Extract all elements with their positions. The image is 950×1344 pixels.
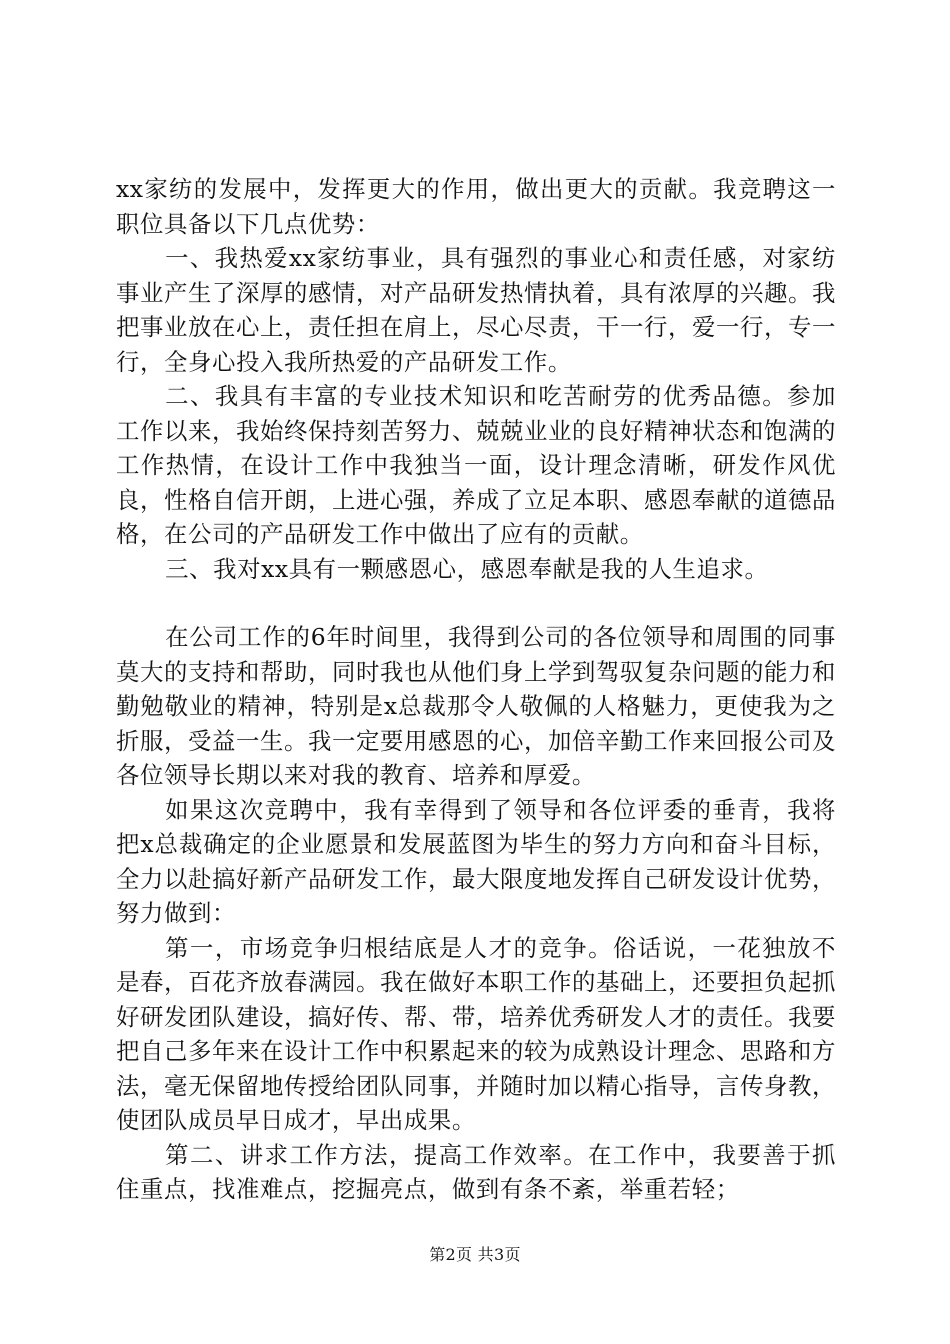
- paragraph-spacer: [116, 586, 836, 620]
- document-body: [116, 172, 836, 1207]
- paragraph-advantage-three: 三、我对xx具有一颗感恩心，感恩奉献是我的人生追求。: [165, 554, 769, 583]
- paragraph-gratitude: 在公司工作的6年时间里，我得到公司的各位领导和周围的同事莫大的支持和帮助，同时我也从他们身上学到驾驭复杂问题的能力和勤勉敬业的精神，特别是x总裁那令人敬佩的人格魅力，更使我为之折服，受益一生。我一定要用感恩的心，加倍辛勤工作来回报公司及各位领导长期以来对我的教育、培养和厚爱。: [116, 623, 836, 789]
- paragraph-first-point: 第一，市场竞争归根结底是人才的竞争。俗话说，一花独放不是春，百花齐放春满园。我在做好本职工作的基础上，还要担负起抓好研发团队建设，搞好传、帮、带，培养优秀研发人才的责任。我要把自己多年来在设计工作中积累起来的较为成熟设计理念、思路和方法，毫无保留地传授给团队同事，并随时加以精心指导，言传身教，使团队成员早日成才，早出成果。: [116, 933, 836, 1134]
- paragraph-second-point: 第二、讲求工作方法，提高工作效率。在工作中，我要善于抓住重点，找准难点，挖掘亮点，做到有条不紊，举重若轻；: [116, 1140, 836, 1203]
- paragraph-intro: xx家纺的发展中，发挥更大的作用，做出更大的贡献。我竞聘这一职位具备以下几点优势：: [116, 175, 836, 238]
- page-number-footer: 第2页 共3页: [429, 1245, 521, 1264]
- paragraph-commitment: 如果这次竞聘中，我有幸得到了领导和各位评委的垂青，我将把x总裁确定的企业愿景和发展蓝图为毕生的努力方向和奋斗目标，全力以赴搞好新产品研发工作，最大限度地发挥自己研发设计优势，努力做到：: [116, 795, 836, 927]
- paragraph-advantage-two: 二、我具有丰富的专业技术知识和吃苦耐劳的优秀品德。参加工作以来，我始终保持刻苦努力、兢兢业业的良好精神状态和饱满的工作热情，在设计工作中我独当一面，设计理念清晰，研发作风优良，性格自信开朗，上进心强，养成了立足本职、感恩奉献的道德品格，在公司的产品研发工作中做出了应有的贡献。: [116, 382, 836, 548]
- paragraph-advantage-one: 一、我热爱xx家纺事业，具有强烈的事业心和责任感，对家纺事业产生了深厚的感情，对产品研发热情执着，具有浓厚的兴趣。我把事业放在心上，责任担在肩上，尽心尽责，干一行，爱一行，专一行，全身心投入我所热爱的产品研发工作。: [116, 244, 836, 376]
